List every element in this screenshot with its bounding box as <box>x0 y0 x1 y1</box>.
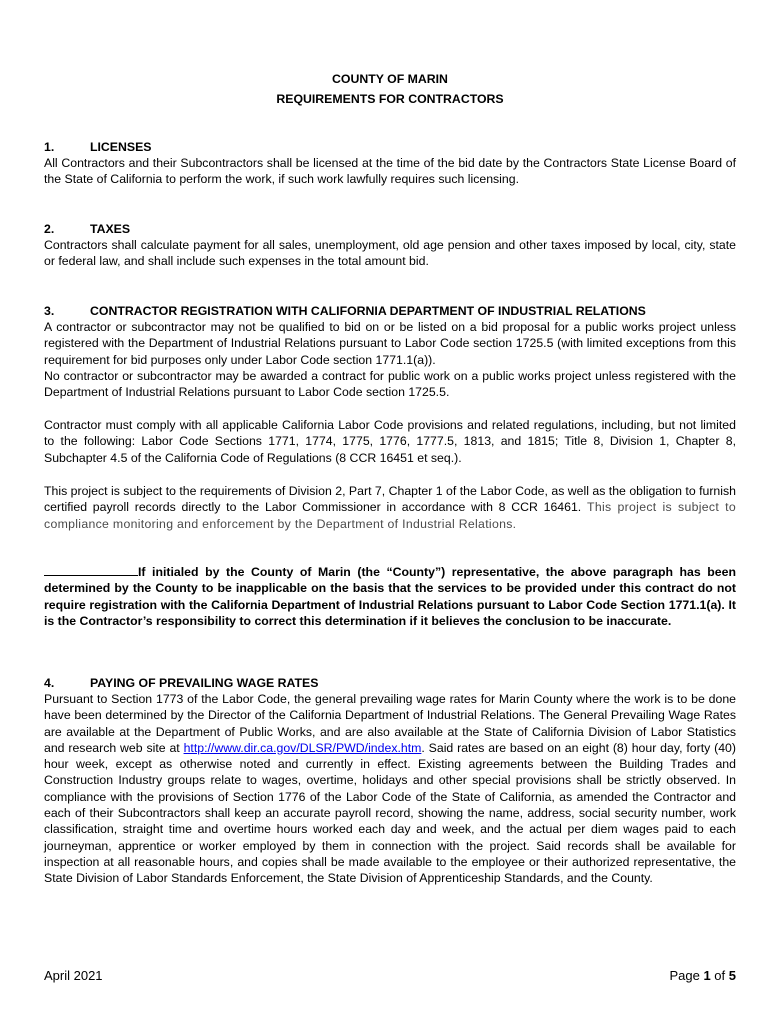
section-title: PAYING OF PREVAILING WAGE RATES <box>90 676 319 690</box>
wages-paragraph <box>44 691 736 887</box>
footer-page-number <box>669 968 736 984</box>
section-title: LICENSES <box>90 140 152 154</box>
section-heading-registration <box>44 303 646 319</box>
registration-paragraph-3: Contractor must comply with all applicable California Labor Code provisions and related regulations, including, but not limited to the following: Labor Code Sections 1771, 1774, 1775, 1776, 1777.5, 1813, and 1815; Title 8, Division 1, Chapter 8, Subchapter 4.5 of the California Code of Regulations (8 CCR 16451 et seq.). <box>44 418 736 465</box>
section-number: 2. <box>44 222 55 236</box>
section-title: CONTRACTOR REGISTRATION WITH CALIFORNIA DEPARTMENT OF INDUSTRIAL RELATIONS <box>90 304 646 318</box>
document-title-requirements: REQUIREMENTS FOR CONTRACTORS <box>276 92 504 106</box>
wages-text-end: . Said rates are based on an eight (8) hour day, forty (40) hour week, except as otherwise noted and currently in effect. Existing agreements between the Building Trades and Construction Industry groups relate to wages, overtime, holidays and other special provisions shall be strictly observed. In compliance with the provisions of Section 1776 of the Labor Code of the State of California, as amended the Contractor and each of their Subcontractors shall keep an accurate payroll record, showing the name, address, social security number, work classification, straight time and overtime hours worked each day and week, and the actual per diem wages paid to each journeyman, apprentice or worker employed by them in connection with the project. Said records shall be available for inspection at all reasonable hours, and copies shall be made available to the employee or their authorized representative, the State Division of Labor Standards Enforcement, the State Division of Apprenticeship Standards, and the County. <box>44 740 736 886</box>
registration-monitoring-text: This project is subject to compliance monitoring and enforcement by the Department of Industrial Relations. <box>44 500 736 531</box>
registration-paragraph-4 <box>44 483 736 532</box>
section-number: 4. <box>44 676 55 690</box>
section-title: TAXES <box>90 222 131 236</box>
section-number: 3. <box>44 304 55 318</box>
dir-wage-rates-link[interactable]: http://www.dir.ca.gov/DLSR/PWD/index.htm <box>183 740 422 755</box>
registration-notice-text: If initialed by the County of Marin (the “County”) representative, the above paragraph has been determined by the County to be inapplicable on the basis that the services to be provided under this contract do not require registration with the California Department of Industrial Relations pursuant to Labor Code Section 1771.1(a). It is the Contractor’s responsibility to correct this determination if it believes the conclusion to be inaccurate. <box>44 565 736 628</box>
registration-requirements-text: This project is subject to the requirements of Division 2, Part 7, Chapter 1 of the Labor Code, as well as the obligation to furnish certified payroll records directly to the Labor Commissioner in accordance with 8 CCR 16461. <box>44 484 736 515</box>
section-number: 1. <box>44 140 55 154</box>
page-total: 5 <box>728 968 736 983</box>
section-heading-licenses <box>44 139 152 155</box>
registration-paragraph-2: No contractor or subcontractor may be awarded a contract for public work on a public works project unless registered with the Department of Industrial Relations pursuant to Labor Code section 1725.5. <box>44 369 736 400</box>
footer-date: April 2021 <box>44 968 103 983</box>
page-of-label: of <box>710 968 729 983</box>
taxes-paragraph: Contractors shall calculate payment for all sales, unemployment, old age pension and other taxes imposed by local, city, state or federal law, and shall include such expenses in the total amount bid. <box>44 238 736 269</box>
document-title-county: COUNTY OF MARIN <box>332 72 448 86</box>
page-current: 1 <box>703 968 711 983</box>
section-heading-taxes <box>44 221 130 237</box>
section-heading-wages <box>44 675 318 691</box>
wages-text-start: Pursuant to Section 1773 of the Labor Code, the general prevailing wage rates for Marin County where the work is to be done have been determined by the Director of the California Department of Industrial Relations. The General Prevailing Wage Rates are available at the Department of Public Works, and are also available at the State of California Division of Labor Statistics and research web site at <box>44 692 736 755</box>
registration-paragraph-1: A contractor or subcontractor may not be qualified to bid on or be listed on a bid proposal for a public works project unless registered with the Department of Industrial Relations pursuant to Labor Code section 1725.5 (with limited exceptions from this requirement for bid purposes only under Labor Code section 1771.1(a)). <box>44 320 736 367</box>
registration-initial-notice <box>44 564 736 629</box>
initial-blank-line[interactable] <box>44 564 138 576</box>
licenses-paragraph: All Contractors and their Subcontractors shall be licensed at the time of the bid date by the Contractors State License Board of the State of California to perform the work, if such work lawfully requires such licensing. <box>44 156 736 187</box>
page-label: Page <box>669 968 704 983</box>
